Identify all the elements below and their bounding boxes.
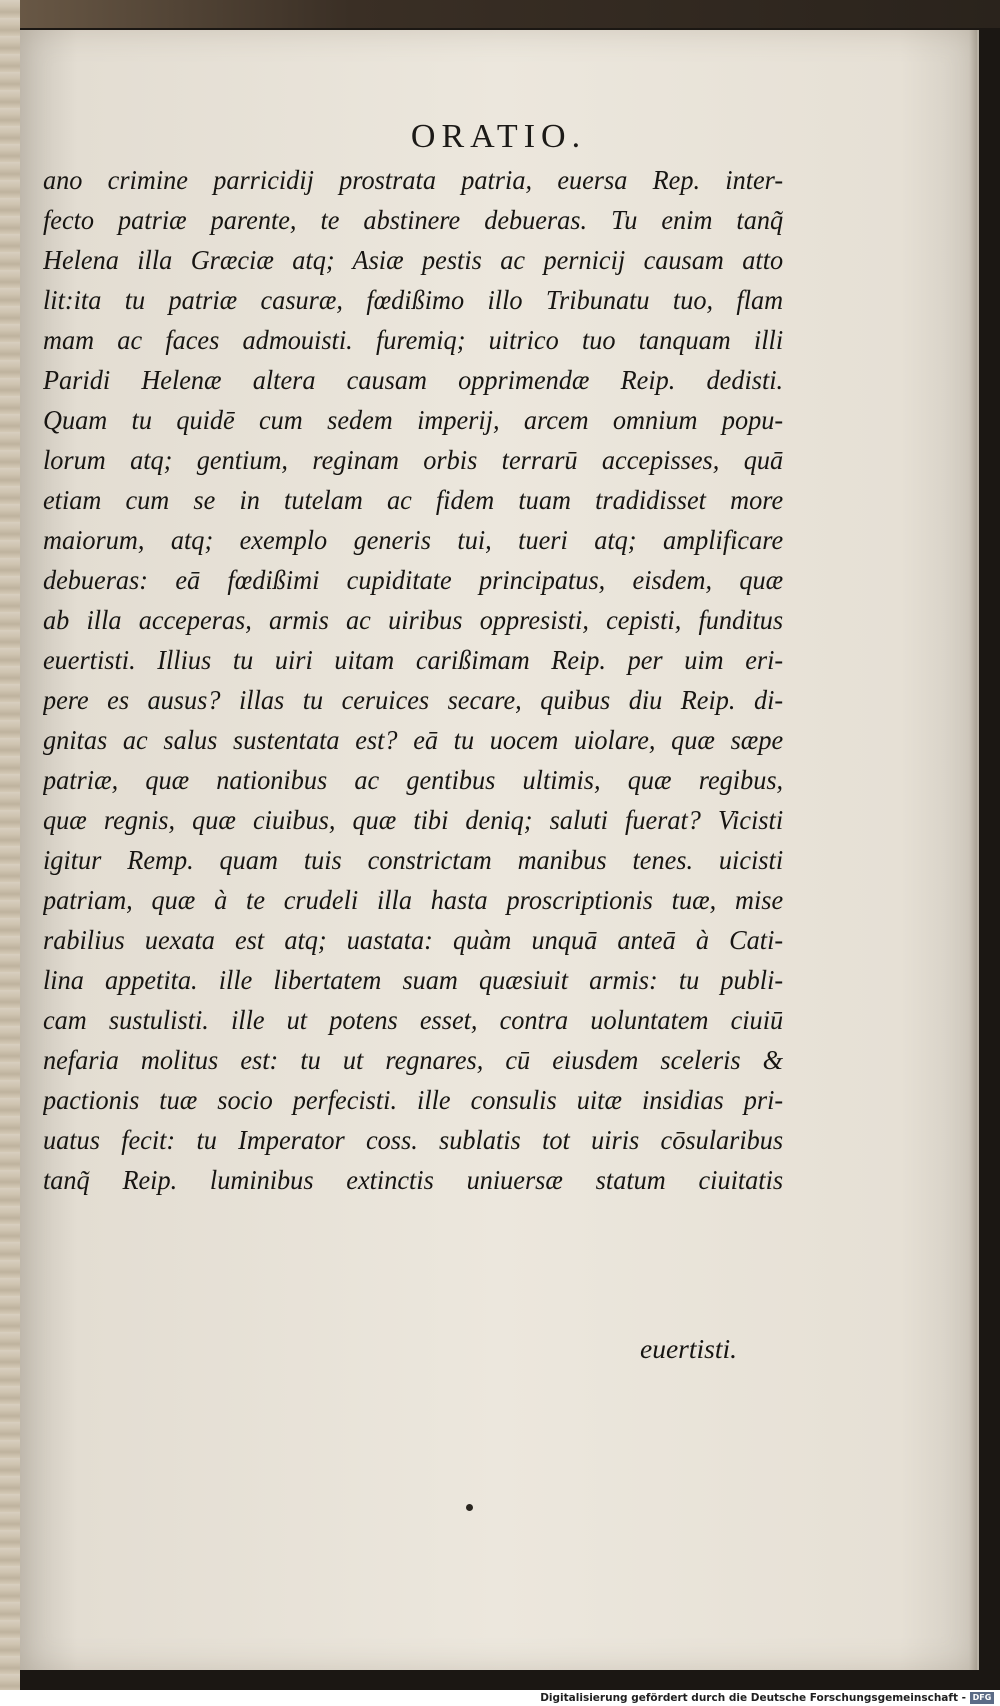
text-line: lit:ita tu patriæ casuræ, fœdißimo illo Tribunatu tuo, flam (43, 284, 784, 315)
dfg-logo: DFG (970, 1692, 994, 1704)
text-line: pere es ausus? illas tu ceruices secare, quibus diu Reip. di- (43, 684, 784, 715)
text-line: patriam, quæ à te crudeli illa hasta proscriptionis tuæ, mise (43, 884, 784, 915)
book-cover-edge (0, 0, 20, 1690)
text-line: lorum atq; gentium, reginam orbis terrarū accepisses, quā (43, 444, 784, 475)
text-line: lina appetita. ille libertatem suam quæsiuit armis: tu publi- (43, 964, 784, 995)
page-edge-shadow (969, 30, 977, 1670)
scan-background-top (0, 0, 1000, 28)
text-line: pactionis tuæ socio perfecisti. ille consulis uitæ insidias pri- (43, 1084, 784, 1115)
text-line: igitur Remp. quam tuis constrictam manibus tenes. uicisti (43, 844, 784, 875)
text-line: mam ac faces admouisti. furemiq; uitrico tuo tanquam illi (43, 324, 784, 355)
text-line: uatus fecit: tu Imperator coss. sublatis tot uiris cōsularibus (43, 1124, 784, 1155)
text-line: gnitas ac salus sustentata est? eā tu uocem uiolare, quæ sæpe (43, 724, 784, 755)
footer-credit: Digitalisierung gefördert durch die Deutsche Forschungsgemeinschaft - (540, 1692, 966, 1704)
text-line: ab illa acceperas, armis ac uiribus oppresisti, cepisti, funditus (43, 604, 784, 635)
text-line: patriæ, quæ nationibus ac gentibus ultimis, quæ regibus, (43, 764, 784, 795)
catchword: euertisti. (640, 1333, 738, 1364)
ink-speck (466, 1504, 473, 1511)
text-line: nefaria molitus est: tu ut regnares, cū eiusdem sceleris & (43, 1044, 784, 1075)
text-line: Paridi Helenæ altera causam opprimendæ Reip. dedisti. (43, 364, 784, 395)
text-line: euertisti. Illius tu uiri uitam carißimam Reip. per uim eri- (43, 644, 784, 675)
text-line: ano crimine parricidij prostrata patria, euersa Rep. inter- (43, 164, 784, 195)
text-line: rabilius uexata est atq; uastata: quàm unquā anteā à Cati- (43, 924, 784, 955)
text-line: Quam tu quidē cum sedem imperij, arcem omnium popu- (43, 404, 784, 435)
running-head: ORATIO. (410, 118, 587, 155)
text-line: quæ regnis, quæ ciuibus, quæ tibi deniq; saluti fuerat? Vicisti (43, 804, 784, 835)
text-line: Helena illa Græciæ atq; Asiæ pestis ac pernicij causam atto (43, 244, 784, 275)
text-line: fecto patriæ parente, te abstinere debueras. Tu enim tanq̃ (43, 204, 784, 235)
text-line: etiam cum se in tutelam ac fidem tuam tradidisset more (43, 484, 784, 515)
text-line: tanq̃ Reip. luminibus extinctis uniuersæ statum ciuitatis (43, 1164, 784, 1195)
text-line: cam sustulisti. ille ut potens esset, contra uoluntatem ciuiū (43, 1004, 784, 1035)
book-page (20, 30, 979, 1670)
text-line: debueras: eā fœdißimi cupiditate principatus, eisdem, quæ (43, 564, 784, 595)
body-text (43, 160, 783, 1200)
text-line: maiorum, atq; exemplo generis tui, tueri atq; amplificare (43, 524, 784, 555)
